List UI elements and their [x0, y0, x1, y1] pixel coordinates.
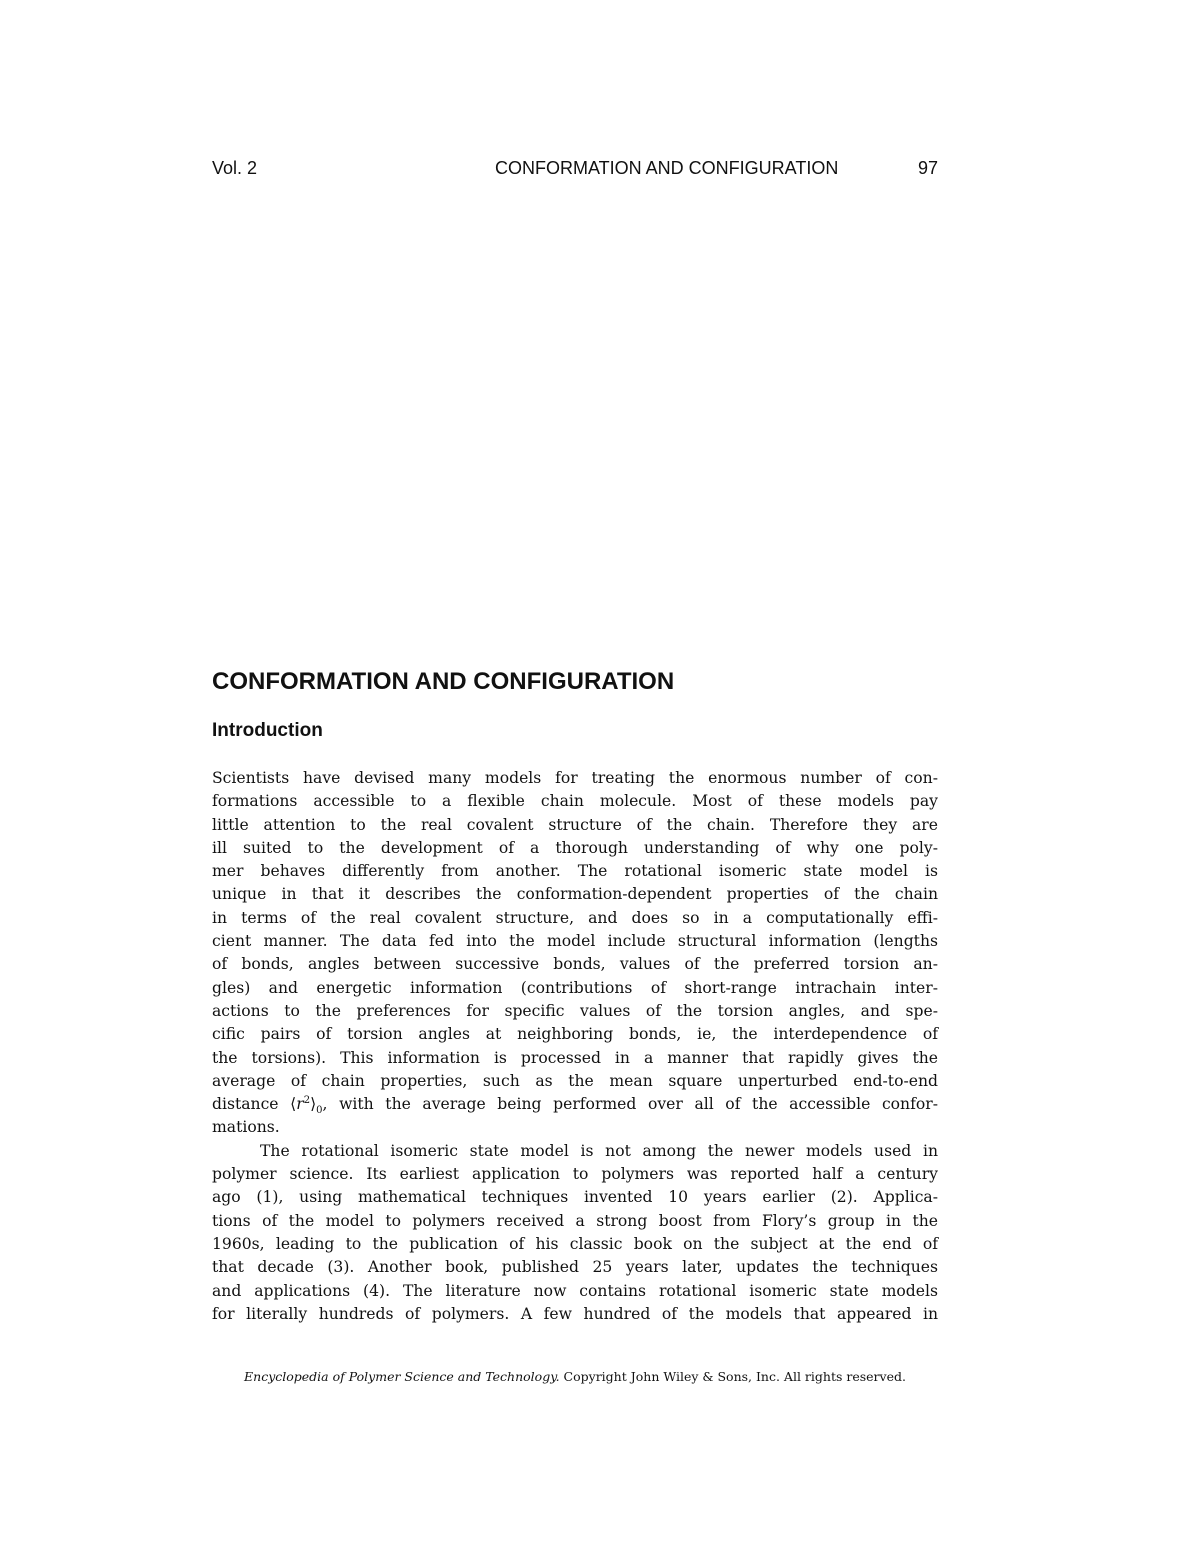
text-line: unique in that it describes the conformation-dependent properties of the chain [212, 885, 938, 904]
text-line: 1960s, leading to the publication of his classic book on the subject at the end of [212, 1234, 938, 1253]
text-line: mations. [212, 1118, 280, 1137]
text-line: tions of the model to polymers received a strong boost from Flory’s group in the [212, 1211, 938, 1230]
copyright-footer [212, 1369, 938, 1384]
text-line: cient manner. The data fed into the model include structural information (lengths [212, 932, 938, 951]
body-text [212, 767, 938, 1326]
text-line: little attention to the real covalent structure of the chain. Therefore they are [212, 815, 938, 834]
section-heading: Introduction [212, 720, 323, 741]
formula-text-after: , with the average being performed over all of the accessible confor- [322, 1095, 938, 1114]
running-title: CONFORMATION AND CONFIGURATION [495, 158, 839, 178]
formula-superscript: 2 [303, 1094, 311, 1106]
formula-variable: r [296, 1095, 304, 1114]
formula-subscript: 0 [316, 1105, 323, 1117]
text-line: actions to the preferences for specific values of the torsion angles, and spe- [212, 1001, 938, 1020]
copyright-text: Copyright John Wiley & Sons, Inc. All rights reserved. [559, 1369, 906, 1384]
paragraph-1 [212, 767, 938, 1140]
text-line: of bonds, angles between successive bonds, values of the preferred torsion an- [212, 955, 938, 974]
formula-bracket: ⟩ [310, 1095, 317, 1114]
text-line: for literally hundreds of polymers. A few hundred of the models that appeared in [212, 1304, 938, 1323]
text-line: mer behaves differently from another. The rotational isomeric state model is [212, 862, 938, 881]
formula-text-before: distance ⟨ [212, 1095, 297, 1114]
source-title: Encyclopedia of Polymer Science and Technology. [244, 1369, 560, 1384]
text-line: ago (1), using mathematical techniques invented 10 years earlier (2). Applica- [212, 1188, 938, 1207]
text-line: gles) and energetic information (contributions of short-range intrachain inter- [212, 978, 938, 997]
text-line: The rotational isomeric state model is not among the newer models used in [260, 1141, 938, 1160]
text-line: that decade (3). Another book, published 25 years later, updates the techniques [212, 1258, 938, 1277]
text-line: the torsions). This information is processed in a manner that rapidly gives the [212, 1048, 938, 1067]
volume-label: Vol. 2 [212, 158, 258, 178]
text-line: in terms of the real covalent structure, and does so in a computationally effi- [212, 908, 938, 927]
page-number: 97 [917, 158, 938, 178]
text-line: formations accessible to a flexible chain molecule. Most of these models pay [212, 792, 938, 811]
paragraph-2 [212, 1140, 938, 1326]
article-title: CONFORMATION AND CONFIGURATION [212, 668, 675, 695]
formula-line [212, 1093, 938, 1116]
text-line: ill suited to the development of a thorough understanding of why one poly- [212, 838, 938, 857]
text-line: cific pairs of torsion angles at neighboring bonds, ie, the interdependence of [212, 1025, 938, 1044]
text-line: polymer science. Its earliest application to polymers was reported half a century [212, 1165, 938, 1184]
running-head [212, 158, 938, 182]
text-line: and applications (4). The literature now contains rotational isomeric state models [212, 1281, 938, 1300]
text-line: average of chain properties, such as the mean square unperturbed end-to-end [212, 1071, 938, 1090]
text-line: Scientists have devised many models for treating the enormous number of con- [212, 769, 938, 787]
